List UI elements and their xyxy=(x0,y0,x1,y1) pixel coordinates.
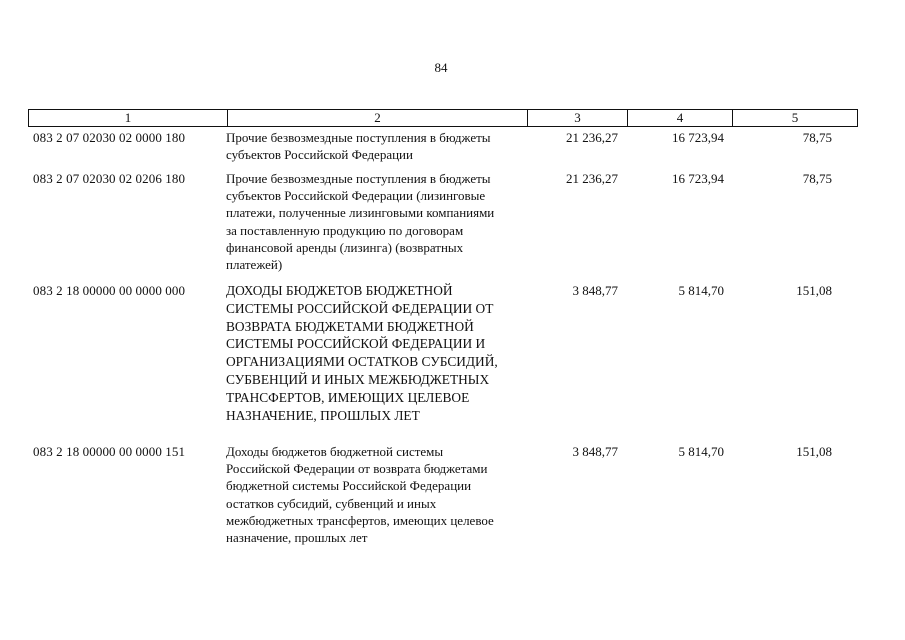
value-col3: 21 236,27 xyxy=(566,130,618,145)
income-name-line: Прочие безвозмездные поступления в бюджеты xyxy=(226,171,491,186)
column-header-3: 3 xyxy=(528,110,628,126)
value-col4: 16 723,94 xyxy=(672,171,724,186)
budget-code: 083 2 07 02030 02 0206 180 xyxy=(33,171,186,186)
column-header-2: 2 xyxy=(228,110,528,126)
income-name xyxy=(226,129,526,163)
value-col4: 16 723,94 xyxy=(672,130,724,145)
income-name-line: за поставленную продукцию по договорам xyxy=(226,222,464,238)
income-name xyxy=(226,443,526,546)
value-col4: 5 814,70 xyxy=(678,283,724,298)
income-name-line: субъектов Российской Федерации (лизинговые xyxy=(226,188,486,204)
value-col5: 151,08 xyxy=(796,444,832,459)
value-col3: 21 236,27 xyxy=(566,171,618,186)
income-name-line: бюджетной системы Российской Федерации xyxy=(226,478,472,494)
income-name-line: Доходы бюджетов бюджетной системы xyxy=(226,444,444,459)
income-name xyxy=(226,170,526,273)
income-name-line: ОРГАНИЗАЦИЯМИ ОСТАТКОВ СУБСИДИЙ, xyxy=(226,354,498,370)
income-name xyxy=(226,282,526,424)
income-name-line: НАЗНАЧЕНИЕ, ПРОШЛЫХ ЛЕТ xyxy=(226,407,420,423)
value-col5: 78,75 xyxy=(802,130,832,145)
income-name-line: ТРАНСФЕРТОВ, ИМЕЮЩИХ ЦЕЛЕВОЕ xyxy=(226,389,470,405)
income-name-line: СУБВЕНЦИЙ И ИНЫХ МЕЖБЮДЖЕТНЫХ xyxy=(226,371,490,387)
income-name-line: субъектов Российской Федерации xyxy=(226,147,413,163)
income-name-line: ДОХОДЫ БЮДЖЕТОВ БЮДЖЕТНОЙ xyxy=(226,283,453,298)
page-number: 84 xyxy=(434,60,448,75)
column-header-4: 4 xyxy=(628,110,733,126)
value-col5: 151,08 xyxy=(796,283,832,298)
value-col4: 5 814,70 xyxy=(678,444,724,459)
income-name-line: СИСТЕМЫ РОССИЙСКОЙ ФЕДЕРАЦИИ ОТ xyxy=(226,300,494,316)
income-name-line: платежи, полученные лизинговыми компаниями xyxy=(226,205,495,221)
income-name-line: ВОЗВРАТА БЮДЖЕТАМИ БЮДЖЕТНОЙ xyxy=(226,318,474,334)
income-name-line: назначение, прошлых лет xyxy=(226,530,368,546)
income-name-line: финансовой аренды (лизинга) (возвратных xyxy=(226,239,464,255)
income-name-line: платежей) xyxy=(226,257,283,273)
income-name-line: остатков субсидий, субвенций и иных xyxy=(226,495,437,511)
income-name-line: Прочие безвозмездные поступления в бюджеты xyxy=(226,130,491,145)
budget-code: 083 2 07 02030 02 0000 180 xyxy=(33,130,186,145)
value-col3: 3 848,77 xyxy=(572,444,618,459)
value-col3: 3 848,77 xyxy=(572,283,618,298)
budget-code: 083 2 18 00000 00 0000 151 xyxy=(33,444,186,459)
column-header-row xyxy=(28,109,858,127)
value-col5: 78,75 xyxy=(802,171,832,186)
income-name-line: межбюджетных трансфертов, имеющих целевое xyxy=(226,512,494,528)
column-header-1: 1 xyxy=(29,110,228,126)
income-name-line: Российской Федерации от возврата бюджетами xyxy=(226,461,488,477)
column-header-5: 5 xyxy=(791,110,799,125)
income-name-line: СИСТЕМЫ РОССИЙСКОЙ ФЕДЕРАЦИИ И xyxy=(226,336,486,352)
budget-code: 083 2 18 00000 00 0000 000 xyxy=(33,283,186,298)
